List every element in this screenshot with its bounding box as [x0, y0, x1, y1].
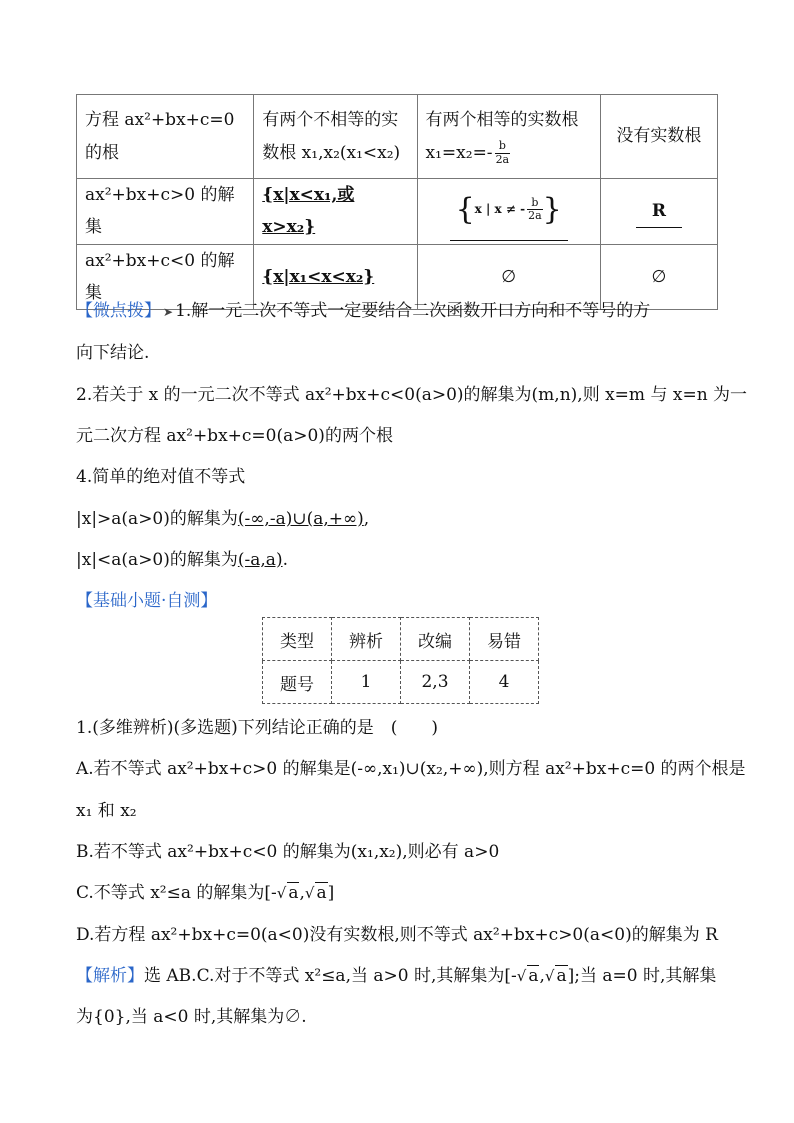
table-row — [263, 618, 539, 661]
table-cell: 2,3 — [401, 661, 470, 704]
table-cell-answer: {x|x<x₁,或 x>x₂} — [254, 179, 417, 245]
table-cell-answer: ∅ — [600, 244, 717, 310]
punct: , — [363, 509, 370, 529]
tip-line: 向下结论. — [76, 343, 150, 363]
punct: , — [299, 883, 305, 903]
solution-text: 选 AB.C.对于不等式 x²≤a,当 a>0 时,其解集为[- — [144, 966, 517, 986]
selftest-table — [262, 617, 539, 704]
table-cell: ax²+bx+c>0 的解集 — [77, 179, 254, 245]
quadratic-properties-table — [76, 94, 718, 310]
fraction — [495, 140, 511, 165]
table-cell: 辨析 — [332, 618, 401, 661]
option-c-text: C.不等式 x²≤a 的解集为[- — [76, 883, 277, 903]
option-d: D.若方程 ax²+bx+c=0(a<0)没有实数根,则不等式 ax²+bx+c>0(a<0)的解集为 R — [76, 925, 718, 945]
table-row — [77, 95, 718, 179]
fraction-denominator: 2a — [495, 152, 510, 166]
solution-label: 【解析】 — [76, 966, 144, 986]
sqrt-icon: √ — [516, 967, 527, 985]
tip-line: 2.若关于 x 的一元二次不等式 ax²+bx+c<0(a>0)的解集为(m,n),则 x=m 与 x=n 为一 — [76, 385, 748, 405]
tip-line — [76, 296, 726, 321]
option-a-cont: x₁ 和 x₂ — [76, 801, 137, 821]
sqrt-radicand: a — [316, 883, 327, 903]
table-cell: 方程 ax²+bx+c=0 的根 — [77, 95, 254, 179]
abs-answer: (-∞,-a)∪(a,+∞) — [237, 509, 364, 529]
sqrt-radicand: a — [556, 966, 567, 986]
abs-answer: (-a,a) — [237, 550, 283, 570]
fraction — [527, 197, 543, 222]
arrow-icon: ➤ — [163, 305, 174, 319]
tip-line: 元二次方程 ax²+bx+c=0(a>0)的两个根 — [76, 426, 393, 446]
table-cell: 题号 — [263, 661, 332, 704]
question-stem: 1.(多维辨析)(多选题)下列结论正确的是 ( ) — [76, 718, 439, 738]
sqrt-icon: √ — [304, 884, 315, 902]
real-set-answer: R — [636, 195, 682, 228]
table-cell: 4 — [470, 661, 539, 704]
sqrt-icon: √ — [276, 884, 287, 902]
tip-text: 1.解一元二次不等式一定要结合二次函数开口方向和不等号的方 — [175, 301, 651, 321]
sqrt-icon: √ — [544, 967, 555, 985]
solution-text: ];当 a=0 时,其解集 — [567, 966, 717, 986]
table-cell — [417, 95, 600, 179]
table-cell: 易错 — [470, 618, 539, 661]
abs-inequality-line — [76, 504, 726, 529]
option-b: B.若不等式 ax²+bx+c<0 的解集为(x₁,x₂),则必有 a>0 — [76, 842, 500, 862]
set-condition: x | x ≠ - — [474, 202, 526, 217]
abs-text: |x|>a(a>0)的解集为 — [76, 509, 238, 529]
table-row — [263, 661, 539, 704]
table-cell: 1 — [332, 661, 401, 704]
table-cell-answer: ∅ — [417, 244, 600, 310]
solution-line — [76, 961, 726, 986]
sqrt-radicand: a — [288, 883, 299, 903]
equal-roots-text: 有两个相等的实数根 x₁=x₂=- — [425, 110, 579, 163]
fraction-numerator: b — [495, 140, 511, 153]
punct: , — [539, 966, 545, 986]
option-c — [76, 878, 726, 903]
table-cell: 改编 — [401, 618, 470, 661]
table-cell-answer — [417, 179, 600, 245]
set-expression — [450, 181, 568, 241]
brace-open: { — [455, 192, 475, 228]
punct: ] — [327, 883, 335, 903]
brace-close: } — [542, 192, 562, 228]
fraction-numerator: b — [527, 197, 543, 210]
table-cell-answer: {x|x₁<x<x₂} — [254, 244, 417, 310]
table-cell: 类型 — [263, 618, 332, 661]
section-title: 4.简单的绝对值不等式 — [76, 467, 246, 487]
table-cell-answer — [600, 179, 717, 245]
punct: . — [282, 550, 288, 570]
sqrt-radicand: a — [528, 966, 539, 986]
table-cell: 有两个不相等的实数根 x₁,x₂(x₁<x₂) — [254, 95, 417, 179]
table-cell: ax²+bx+c<0 的解集 — [77, 244, 254, 310]
fraction-denominator: 2a — [528, 209, 542, 223]
option-a: A.若不等式 ax²+bx+c>0 的解集是(-∞,x₁)∪(x₂,+∞),则方程 ax²+bx+c=0 的两个根是 — [76, 759, 746, 779]
tip-label: 【微点拨】 — [76, 301, 161, 321]
table-cell: 没有实数根 — [600, 95, 717, 179]
abs-text: |x|<a(a>0)的解集为 — [76, 550, 238, 570]
table-row — [77, 179, 718, 245]
solution-line: 为{0},当 a<0 时,其解集为∅. — [76, 1007, 307, 1027]
selftest-label: 【基础小题·自测】 — [76, 591, 218, 611]
abs-inequality-line — [76, 545, 726, 570]
